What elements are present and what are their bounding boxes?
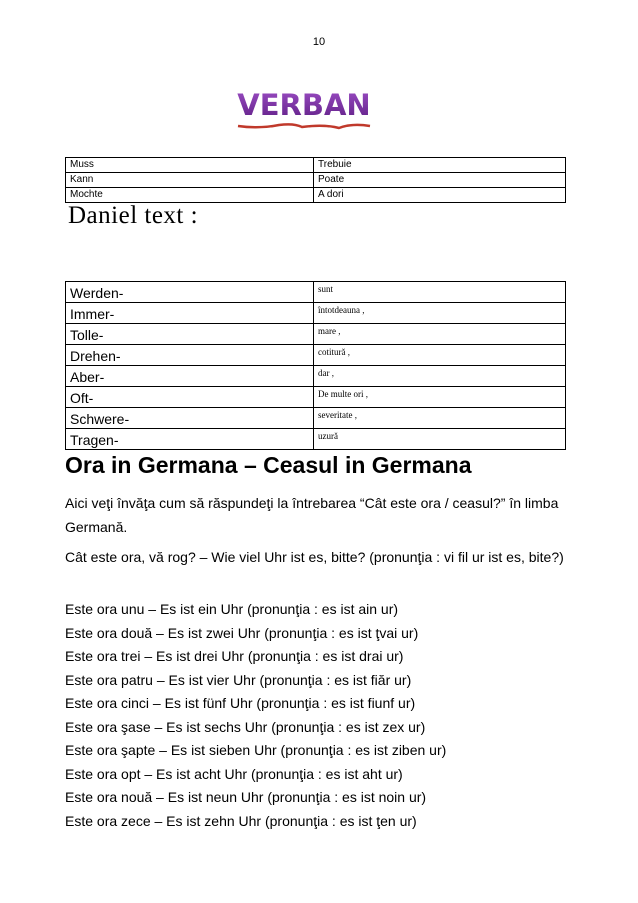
table-row: [66, 387, 566, 408]
table-row: [66, 158, 566, 173]
daniel-text-title: Daniel text :: [68, 202, 199, 229]
hour-line: Este ora zece – Es ist zehn Uhr (pronunţia : es ist ţen ur): [65, 812, 417, 829]
table-row: [66, 282, 566, 303]
romanian-translation-cell: De multe ori ,: [314, 387, 566, 408]
romanian-translation-cell: dar ,: [314, 366, 566, 387]
verban-logo-text: VERBAN: [237, 88, 371, 122]
section-heading: Ora in Germana – Ceasul in Germana: [65, 452, 472, 478]
hour-line: Este ora trei – Es ist drei Uhr (pronunţia : es ist drai ur): [65, 648, 404, 664]
hour-line: Este ora unu – Es ist ein Uhr (pronunţia : es ist ain ur): [65, 601, 399, 617]
romanian-translation-cell: uzură: [314, 429, 566, 450]
table-row: [66, 173, 566, 188]
german-word-cell: Oft-: [66, 387, 314, 408]
table-row: [66, 188, 566, 203]
hour-line: Este ora şase – Es ist sechs Uhr (pronunţia : es ist zex ur): [65, 718, 426, 735]
hour-line: Este ora opt – Es ist acht Uhr (pronunţia : es ist aht ur): [65, 765, 403, 782]
hour-line: Este ora nouă – Es ist neun Uhr (pronunţia : es ist noin ur): [65, 789, 427, 805]
german-word-cell: Aber-: [66, 366, 314, 387]
romanian-translation-cell: întotdeauna ,: [314, 303, 566, 324]
german-word-cell: Drehen-: [66, 345, 314, 366]
verban-logo: [234, 86, 374, 134]
german-word-cell: Muss: [66, 158, 314, 173]
table-row: [66, 324, 566, 345]
intro-paragraph: Aici veţi învăţa cum să răspundeţi la întrebarea “Cât este ora / ceasul?” în limba Germană.: [65, 495, 559, 535]
table-row: [66, 345, 566, 366]
daniel-table: [65, 281, 566, 450]
romanian-translation-cell: Trebuie: [314, 158, 566, 173]
romanian-translation-cell: A dori: [314, 188, 566, 203]
german-word-cell: Werden-: [66, 282, 314, 303]
german-word-cell: Tolle-: [66, 324, 314, 345]
german-word-cell: Tragen-: [66, 429, 314, 450]
hour-line: Este ora două – Es ist zwei Uhr (pronunţia : es ist ţvai ur): [65, 624, 419, 641]
german-word-cell: Schwere-: [66, 408, 314, 429]
romanian-translation-cell: mare ,: [314, 324, 566, 345]
table-row: [66, 408, 566, 429]
question-paragraph: Cât este ora, vă rog? – Wie viel Uhr ist es, bitte? (pronunţia : vi fil ur ist es, bite?): [65, 549, 564, 565]
page-number: 10: [312, 36, 326, 48]
hour-line: Este ora şapte – Es ist sieben Uhr (pronunţia : es ist ziben ur): [65, 742, 447, 758]
table-row: [66, 366, 566, 387]
verbs-table: [65, 157, 566, 203]
romanian-translation-cell: Poate: [314, 173, 566, 188]
german-word-cell: Mochte: [66, 188, 314, 203]
german-word-cell: Immer-: [66, 303, 314, 324]
hours-list: [65, 598, 565, 833]
table-row: [66, 303, 566, 324]
romanian-translation-cell: sunt: [314, 282, 566, 303]
table-row: [66, 429, 566, 450]
hour-line: Este ora cinci – Es ist fünf Uhr (pronunţia : es ist fiunf ur): [65, 695, 416, 711]
romanian-translation-cell: severitate ,: [314, 408, 566, 429]
romanian-translation-cell: cotitură ,: [314, 345, 566, 366]
hour-line: Este ora patru – Es ist vier Uhr (pronunţia : es ist fiăr ur): [65, 671, 412, 688]
german-word-cell: Kann: [66, 173, 314, 188]
